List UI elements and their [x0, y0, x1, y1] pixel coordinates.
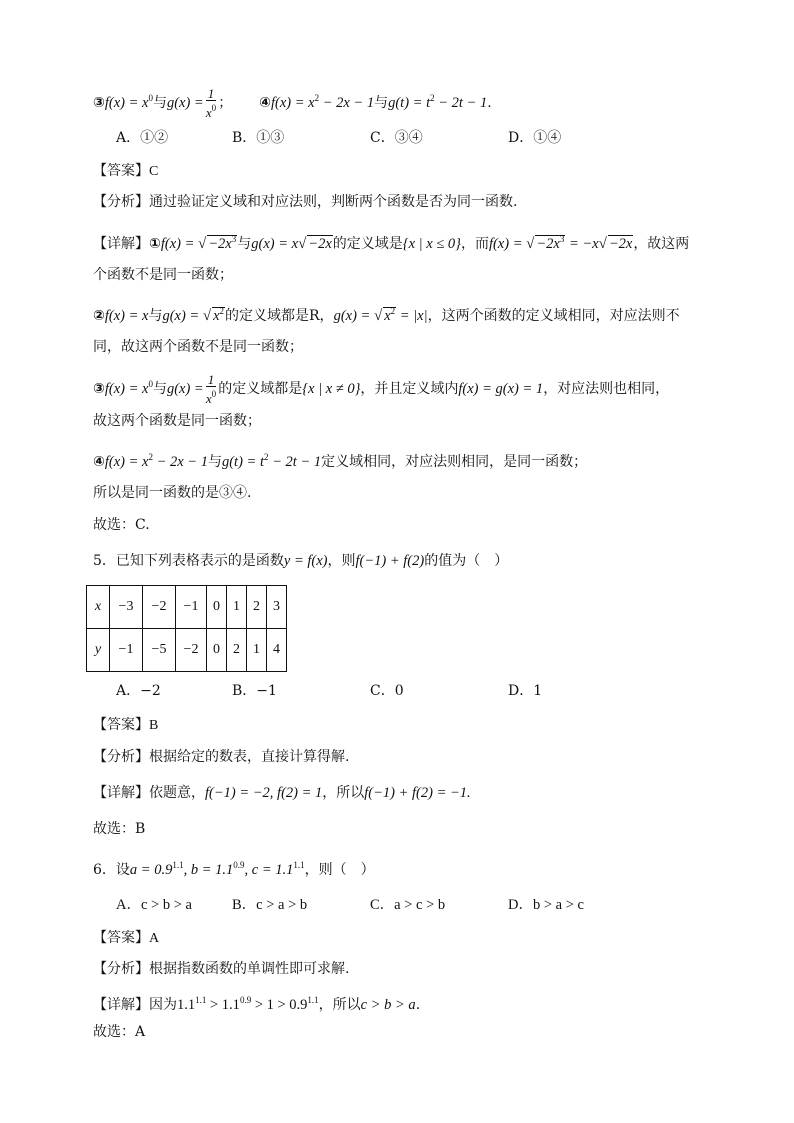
q6-option-c: C．a > c > b	[370, 897, 446, 913]
table-cell: 0	[207, 586, 227, 629]
q4-detail-1-cont: 个函数不是同一函数；	[93, 267, 233, 283]
item4-number: ④	[259, 95, 271, 111]
q4-detail-2: ②f(x) = x与g(x) = √ $x^2$的定义域都是R，g(x) = √ $x^2 = |x|$，这两个函数的定义域相同，对应法则不	[93, 306, 680, 324]
table-cell: 4	[267, 629, 287, 672]
item3-connector: 与	[152, 95, 167, 111]
table-cell: −5	[143, 629, 176, 672]
item4-g: $g(t) = t^2 - 2t - 1$	[388, 93, 488, 111]
q5-choice: 故选：B	[93, 821, 146, 837]
q4-option-b: B．①③	[232, 130, 285, 146]
q4-option-a: A．①②	[116, 130, 169, 146]
q6-answer: 【答案】A	[93, 930, 160, 946]
item3-f: $f(x) = x^0$	[104, 93, 153, 111]
q4-detail-3-cont: 故这两个函数是同一函数；	[93, 413, 261, 429]
table-cell: 1	[247, 629, 267, 672]
q5-answer: 【答案】B	[93, 717, 159, 733]
q4-conclusion: 所以是同一函数的是③④.	[93, 485, 252, 501]
q6-stem: 6．设$a = 0.9^{1.1}$, $b = 1.1^{0.9}$, $c = 1.1^{1.1}$，则（ ）	[93, 860, 375, 878]
q4-detail-1: 【详解】①f(x) = √ $-2x^3$与g(x) = x√ −2x的定义域是{x | x ≤ 0}，而f(x) = √ $-2x^3 = -x√ -2x$，故这两	[93, 234, 690, 252]
q5-detail: 【详解】依题意，f(−1) = −2, f(2) = 1，所以f(−1) + f(2) = −1.	[93, 785, 471, 801]
q4-detail-3: ③f(x) = $x^0$与g(x) = $\frac{1}{x^0}$ 的定义域都是{x | x ≠ 0}，并且定义域内f(x) = g(x) = 1，对应法则也相同，	[93, 372, 670, 407]
q6-option-d: D．b > a > c	[508, 897, 584, 913]
q5-value-table	[86, 585, 287, 672]
table-cell: 0	[207, 629, 227, 672]
table-cell: 3	[267, 586, 287, 629]
table-cell: −1	[176, 586, 207, 629]
q4-analysis: 【分析】通过验证定义域和对应法则，判断两个函数是否为同一函数.	[93, 194, 518, 210]
q5-option-c: C．0	[370, 683, 404, 699]
q4-items-line: ③f(x) = $x^0$与g(x) = $\frac{1}{x^0}$ ； ④f(x) = $x^2 - 2x - 1$与$g(t) = t^2 - 2t - 1$.	[93, 86, 492, 121]
q4-detail-2-cont: 同，故这两个函数不是同一函数；	[93, 339, 303, 355]
q6-analysis: 【分析】根据指数函数的单调性即可求解.	[93, 961, 350, 977]
q4-option-d: D．①④	[508, 130, 562, 146]
q4-choice: 故选：C.	[93, 517, 150, 533]
table-cell: −1	[110, 629, 143, 672]
table-cell: −2	[143, 586, 176, 629]
q6-choice: 故选：A	[93, 1024, 146, 1040]
q6-detail: 【详解】因为$1.1^{1.1} > 1.1^{0.9} > 1 > 0.9^{1.1}$，所以c > b > a.	[93, 995, 421, 1013]
table-header-y: y	[87, 629, 110, 672]
q6-option-b: B．c > a > b	[232, 897, 308, 913]
table-cell: 2	[247, 586, 267, 629]
q4-detail-4: ④f(x) = $x^2 - 2x - 1$与$g(t) = t^2 - 2t - 1$定义域相同，对应法则相同，是同一函数；	[93, 452, 588, 470]
table-header-x: x	[87, 586, 110, 629]
item4-f: $f(x) = x^2 - 2x - 1$	[270, 93, 375, 111]
q4-option-c: C．③④	[370, 130, 423, 146]
q5-option-b: B．−1	[232, 683, 277, 699]
q5-option-d: D．1	[508, 683, 543, 699]
q5-stem: 5．已知下列表格表示的是函数y = f(x)，则f(−1) + f(2)的值为（ ）	[93, 553, 509, 569]
item3-number: ③	[93, 95, 105, 111]
q4-answer: 【答案】C	[93, 163, 159, 179]
table-cell: −3	[110, 586, 143, 629]
table-cell: 1	[227, 586, 247, 629]
table-cell: −2	[176, 629, 207, 672]
item3-g: g(x) = $\frac{1}{x^0}$	[166, 86, 217, 121]
table-cell: 2	[227, 629, 247, 672]
q5-analysis: 【分析】根据给定的数表，直接计算得解.	[93, 749, 350, 765]
table-row-x	[87, 586, 287, 629]
table-row-y	[87, 629, 287, 672]
q6-option-a: A．c > b > a	[116, 897, 192, 913]
q5-option-a: A．−2	[116, 683, 161, 699]
